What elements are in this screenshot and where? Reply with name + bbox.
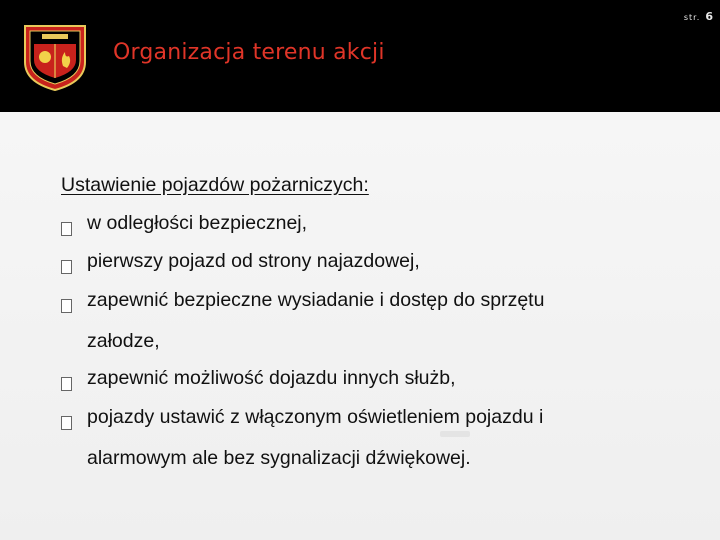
list-heading: Ustawienie pojazdów pożarniczych:: [61, 174, 369, 196]
list-item-continuation: załodze,: [87, 330, 160, 352]
slide-content: [0, 112, 720, 540]
faint-mark: [440, 431, 470, 437]
list-item: pojazdy ustawić z włączonym oświetleniem pojazdu i: [87, 406, 544, 428]
list-item: zapewnić bezpieczne wysiadanie i dostęp do sprzętu: [87, 289, 545, 311]
page-number: [684, 5, 713, 24]
list-item: zapewnić możliwość dojazdu innych służb,: [87, 367, 456, 389]
bullet-icon: [61, 258, 79, 276]
bullet-icon: [61, 375, 79, 393]
bullet-icon: [61, 220, 79, 238]
slide-header: [0, 0, 720, 112]
slide-title: Organizacja terenu akcji: [113, 40, 385, 65]
list-item-continuation: alarmowym ale bez sygnalizacji dźwiękowej.: [87, 447, 471, 469]
fire-brigade-emblem-icon: [20, 22, 90, 92]
list-item: pierwszy pojazd od strony najazdowej,: [87, 250, 420, 272]
bullet-icon: [61, 297, 79, 315]
page-number-prefix: str.: [683, 13, 701, 22]
page-number-value: 6: [705, 10, 713, 23]
list-item: w odległości bezpiecznej,: [87, 212, 308, 234]
bullet-icon: [61, 414, 79, 432]
